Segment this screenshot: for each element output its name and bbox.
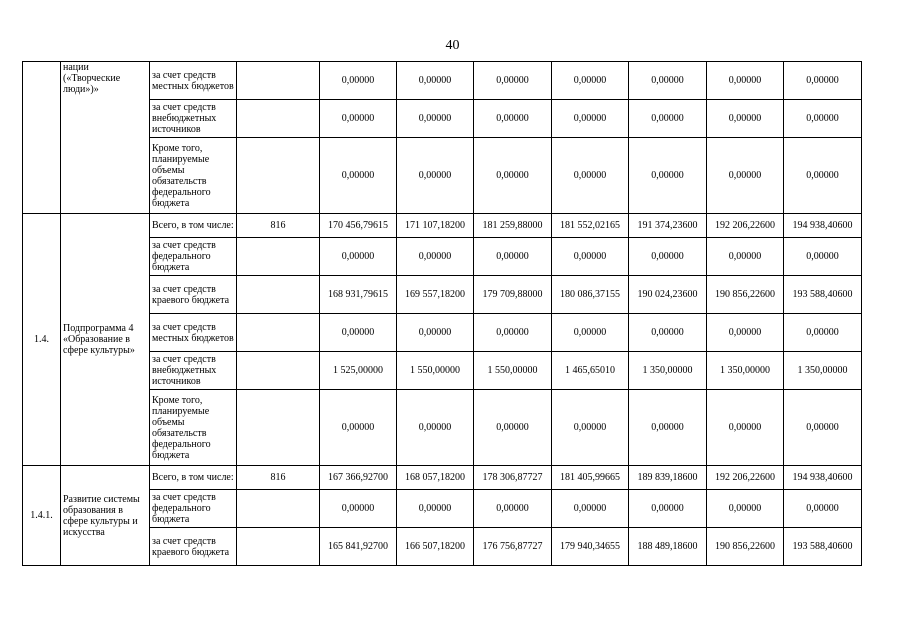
amount-cell: 0,00000 [629,314,707,352]
amount-cell: 0,00000 [397,62,474,100]
amount-cell: 0,00000 [784,390,862,466]
amount-cell: 0,00000 [707,62,784,100]
page-number: 40 [445,38,460,53]
amount-cell: 188 489,18600 [629,528,707,566]
amount-cell: 0,00000 [397,314,474,352]
amount-cell: 0,00000 [320,490,397,528]
amount-cell: 0,00000 [474,138,552,214]
amount-cell: 180 086,37155 [552,276,629,314]
table-row [23,466,862,490]
amount-cell: 1 465,65010 [552,352,629,390]
amount-cell: 0,00000 [784,62,862,100]
amount-cell: 170 456,79615 [320,214,397,238]
amount-cell: 178 306,87727 [474,466,552,490]
amount-cell: 0,00000 [629,390,707,466]
amount-cell: 0,00000 [707,390,784,466]
amount-cell: 171 107,18200 [397,214,474,238]
amount-cell: 0,00000 [397,490,474,528]
funding-source: за счет средств краевого бюджета [150,528,237,566]
amount-cell: 179 709,88000 [474,276,552,314]
grbs-code [237,238,320,276]
amount-cell: 0,00000 [474,238,552,276]
item-code [23,62,61,214]
grbs-code [237,390,320,466]
grbs-code [237,314,320,352]
amount-cell: 0,00000 [320,238,397,276]
amount-cell: 191 374,23600 [629,214,707,238]
funding-source: Кроме того, планируемые объемы обязательств федерального бюджета [150,390,237,466]
amount-cell: 0,00000 [552,62,629,100]
amount-cell: 165 841,92700 [320,528,397,566]
amount-cell: 176 756,87727 [474,528,552,566]
amount-cell: 0,00000 [629,138,707,214]
amount-cell: 0,00000 [707,100,784,138]
amount-cell: 0,00000 [397,390,474,466]
grbs-code: 816 [237,214,320,238]
amount-cell: 166 507,18200 [397,528,474,566]
amount-cell: 0,00000 [784,238,862,276]
amount-cell: 0,00000 [707,138,784,214]
amount-cell: 0,00000 [320,100,397,138]
amount-cell: 181 259,88000 [474,214,552,238]
amount-cell: 0,00000 [552,138,629,214]
amount-cell: 190 024,23600 [629,276,707,314]
amount-cell: 0,00000 [707,238,784,276]
amount-cell: 0,00000 [474,100,552,138]
amount-cell: 0,00000 [552,314,629,352]
amount-cell: 0,00000 [784,490,862,528]
amount-cell: 192 206,22600 [707,214,784,238]
amount-cell: 194 938,40600 [784,466,862,490]
amount-cell: 1 525,00000 [320,352,397,390]
amount-cell: 193 588,40600 [784,528,862,566]
funding-source: за счет средств местных бюджетов [150,62,237,100]
amount-cell: 167 366,92700 [320,466,397,490]
grbs-code [237,100,320,138]
amount-cell: 0,00000 [552,100,629,138]
amount-cell: 0,00000 [629,100,707,138]
amount-cell: 0,00000 [474,314,552,352]
funding-source: Всего, в том числе: [150,214,237,238]
grbs-code: 816 [237,466,320,490]
grbs-code [237,352,320,390]
table-row [23,214,862,238]
amount-cell: 190 856,22600 [707,276,784,314]
amount-cell: 0,00000 [397,100,474,138]
funding-source: за счет средств внебюджетных источников [150,100,237,138]
funding-source: за счет средств краевого бюджета [150,276,237,314]
amount-cell: 0,00000 [320,62,397,100]
item-name: Подпрограмма 4 «Образование в сфере культуры» [61,214,150,466]
amount-cell: 0,00000 [320,314,397,352]
amount-cell: 179 940,34655 [552,528,629,566]
grbs-code [237,528,320,566]
amount-cell: 0,00000 [784,138,862,214]
amount-cell: 1 550,00000 [474,352,552,390]
amount-cell: 194 938,40600 [784,214,862,238]
amount-cell: 0,00000 [320,138,397,214]
amount-cell: 0,00000 [474,390,552,466]
amount-cell: 1 350,00000 [784,352,862,390]
amount-cell: 168 057,18200 [397,466,474,490]
amount-cell: 168 931,79615 [320,276,397,314]
amount-cell: 192 206,22600 [707,466,784,490]
amount-cell: 0,00000 [629,62,707,100]
funding-source: за счет средств федерального бюджета [150,490,237,528]
amount-cell: 0,00000 [320,390,397,466]
amount-cell: 0,00000 [474,490,552,528]
amount-cell: 0,00000 [397,138,474,214]
amount-cell: 0,00000 [784,314,862,352]
item-code: 1.4.1. [23,466,61,566]
funding-source: за счет средств внебюджетных источников [150,352,237,390]
funding-source: за счет средств местных бюджетов [150,314,237,352]
amount-cell: 181 552,02165 [552,214,629,238]
funding-source: Всего, в том числе: [150,466,237,490]
amount-cell: 0,00000 [552,490,629,528]
table-row [23,62,862,100]
amount-cell: 0,00000 [707,314,784,352]
amount-cell: 193 588,40600 [784,276,862,314]
grbs-code [237,62,320,100]
amount-cell: 0,00000 [707,490,784,528]
grbs-code [237,138,320,214]
budget-table [22,61,862,566]
amount-cell: 1 350,00000 [707,352,784,390]
funding-source: Кроме того, планируемые объемы обязательств федерального бюджета [150,138,237,214]
item-code: 1.4. [23,214,61,466]
funding-source: за счет средств федерального бюджета [150,238,237,276]
amount-cell: 1 350,00000 [629,352,707,390]
amount-cell: 0,00000 [784,100,862,138]
amount-cell: 0,00000 [629,238,707,276]
amount-cell: 0,00000 [552,238,629,276]
item-name: нации («Творческие люди»)» [61,62,150,214]
amount-cell: 0,00000 [552,390,629,466]
amount-cell: 0,00000 [629,490,707,528]
amount-cell: 181 405,99665 [552,466,629,490]
amount-cell: 0,00000 [397,238,474,276]
grbs-code [237,276,320,314]
amount-cell: 169 557,18200 [397,276,474,314]
amount-cell: 189 839,18600 [629,466,707,490]
grbs-code [237,490,320,528]
amount-cell: 0,00000 [474,62,552,100]
amount-cell: 1 550,00000 [397,352,474,390]
item-name: Развитие системы образования в сфере культуры и искусства [61,466,150,566]
amount-cell: 190 856,22600 [707,528,784,566]
